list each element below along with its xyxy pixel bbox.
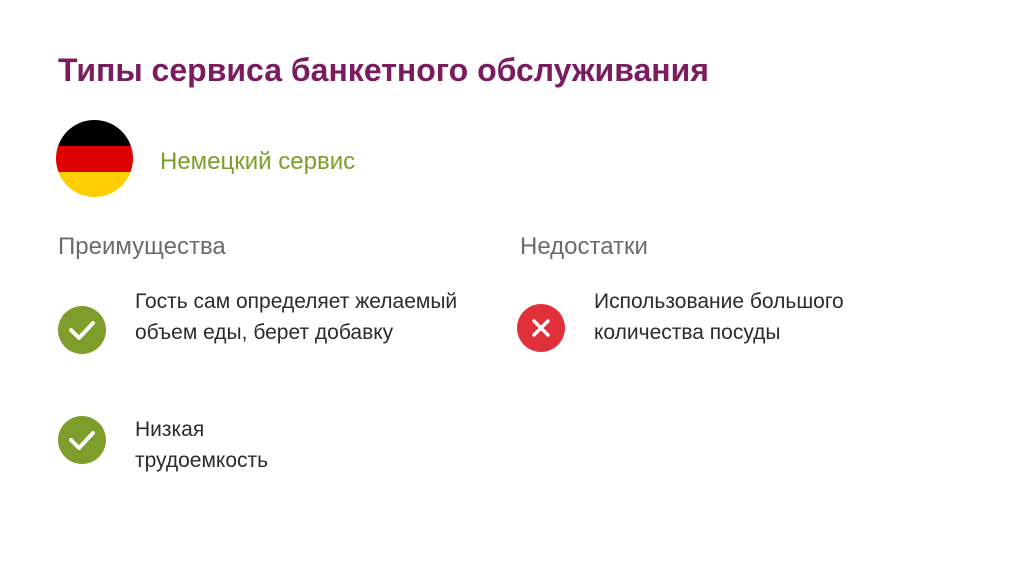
page-title: Типы сервиса банкетного обслуживания [58,52,709,88]
disadvantage-text: Использование большого количества посуды [594,290,844,344]
service-name: Немецкий сервис [160,148,356,175]
check-icon [58,416,106,464]
advantage-text: Низкая трудоемкость [135,418,269,472]
disadvantage-item [517,286,937,382]
advantage-item [58,286,478,382]
disadvantages-heading: Недостатки [520,233,648,260]
check-icon [58,306,106,354]
germany-flag-icon [56,120,133,197]
advantage-text: Гость сам определяет желаемый объем еды, берет добавку [135,290,458,344]
advantage-item [58,414,478,478]
advantages-heading: Преимущества [58,233,226,260]
cross-icon [517,304,565,352]
